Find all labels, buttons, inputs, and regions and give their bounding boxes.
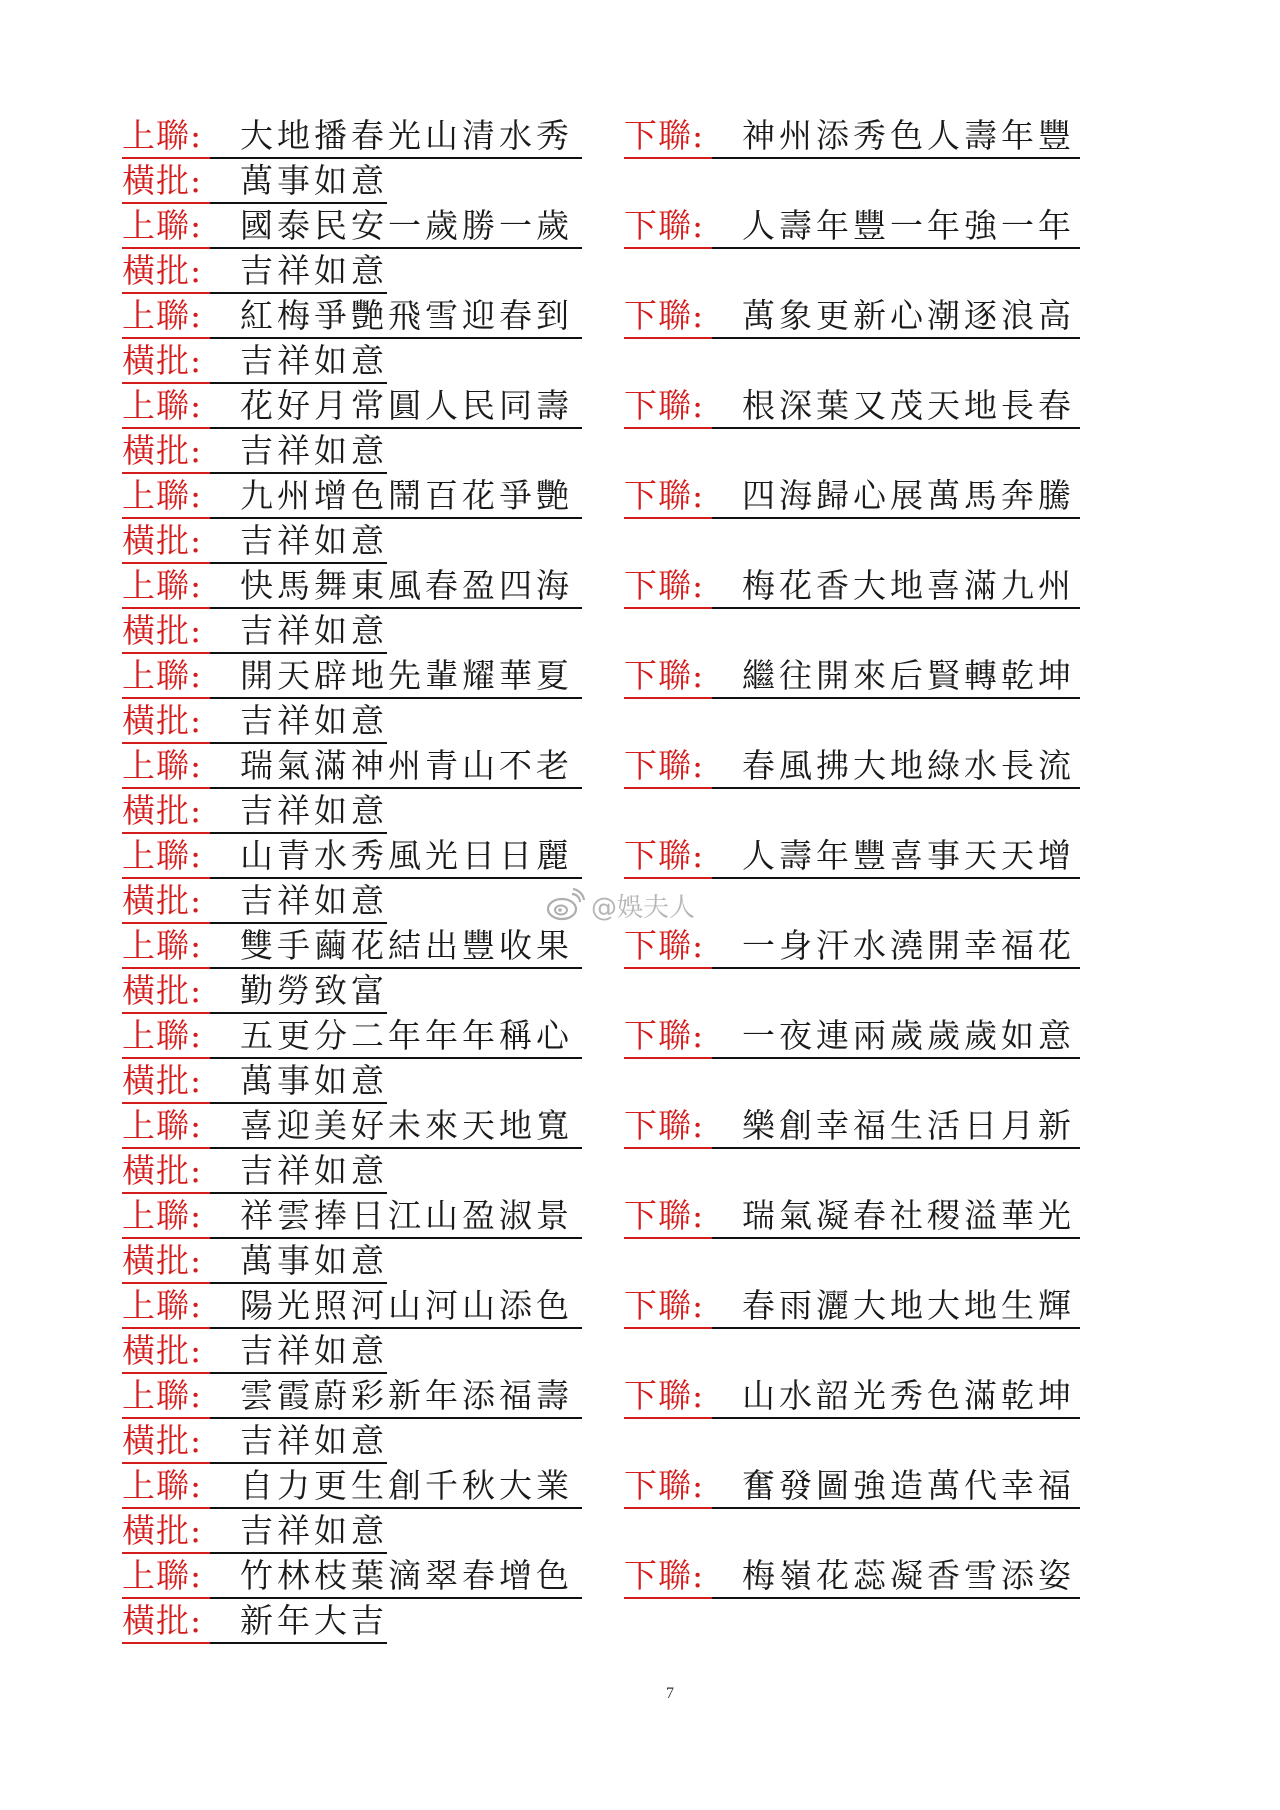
upper-label: 上聯: [122, 1016, 203, 1055]
couplet-list [122, 115, 1082, 1645]
horizontal-scroll-row [122, 610, 1082, 655]
horizontal-scroll-row [122, 1150, 1082, 1195]
horizontal-text-underline [210, 1192, 387, 1194]
upper-couplet-text: 國泰民安一歲勝一歲 [240, 206, 573, 245]
couplet-pair-row [122, 1195, 1082, 1240]
watermark-text: @娛夫人 [591, 892, 696, 923]
upper-label: 上聯: [122, 116, 203, 155]
upper-text-underline [210, 1237, 582, 1239]
upper-couplet-text: 山青水秀風光日日麗 [240, 836, 573, 875]
upper-text-underline [210, 1597, 582, 1599]
horizontal-label-underline [122, 1642, 210, 1644]
horizontal-scroll-text: 新年大吉 [240, 1601, 388, 1640]
horizontal-label-underline [122, 1462, 210, 1464]
lower-text-underline [712, 877, 1080, 879]
upper-label-underline [122, 337, 210, 339]
horizontal-scroll-row [122, 700, 1082, 745]
lower-couplet-text: 春風拂大地綠水長流 [742, 746, 1075, 785]
upper-couplet-text: 雲霞蔚彩新年添福壽 [240, 1376, 573, 1415]
horizontal-scroll-text: 萬事如意 [240, 1061, 388, 1100]
couplet-pair-row [122, 1465, 1082, 1510]
lower-label: 下聯: [624, 1196, 705, 1235]
lower-label-underline [624, 427, 712, 429]
horizontal-scroll-row [122, 970, 1082, 1015]
upper-label-underline [122, 427, 210, 429]
lower-text-underline [712, 337, 1080, 339]
lower-label: 下聯: [624, 926, 705, 965]
lower-label-underline [624, 247, 712, 249]
lower-label-underline [624, 1147, 712, 1149]
upper-couplet-text: 九州增色鬧百花爭艷 [240, 476, 573, 515]
horizontal-scroll-text: 吉祥如意 [240, 341, 388, 380]
lower-label-underline [624, 1057, 712, 1059]
lower-label: 下聯: [624, 476, 705, 515]
horizontal-label-underline [122, 1012, 210, 1014]
horizontal-scroll-row [122, 1420, 1082, 1465]
upper-label: 上聯: [122, 386, 203, 425]
upper-text-underline [210, 517, 582, 519]
horizontal-label: 橫批: [122, 791, 203, 830]
upper-couplet-text: 大地播春光山清水秀 [240, 116, 573, 155]
lower-text-underline [712, 247, 1080, 249]
horizontal-scroll-row [122, 430, 1082, 475]
horizontal-scroll-text: 吉祥如意 [240, 701, 388, 740]
lower-couplet-text: 神州添秀色人壽年豐 [742, 116, 1075, 155]
horizontal-text-underline [210, 1372, 387, 1374]
upper-text-underline [210, 697, 582, 699]
lower-text-underline [712, 1057, 1080, 1059]
lower-couplet-text: 奮發圖強造萬代幸福 [742, 1466, 1075, 1505]
watermark [545, 885, 695, 925]
horizontal-text-underline [210, 652, 387, 654]
horizontal-label: 橫批: [122, 1601, 203, 1640]
upper-couplet-text: 自力更生創千秋大業 [240, 1466, 573, 1505]
horizontal-scroll-row [122, 160, 1082, 205]
lower-text-underline [712, 1507, 1080, 1509]
lower-label: 下聯: [624, 1556, 705, 1595]
horizontal-text-underline [210, 1282, 387, 1284]
couplet-pair-row [122, 745, 1082, 790]
lower-text-underline [712, 157, 1080, 159]
horizontal-scroll-row [122, 340, 1082, 385]
lower-label: 下聯: [624, 746, 705, 785]
lower-label-underline [624, 1597, 712, 1599]
horizontal-label-underline [122, 1282, 210, 1284]
couplet-pair-row [122, 1555, 1082, 1600]
horizontal-label-underline [122, 202, 210, 204]
upper-couplet-text: 祥雲捧日江山盈淑景 [240, 1196, 573, 1235]
horizontal-scroll-text: 吉祥如意 [240, 791, 388, 830]
upper-label: 上聯: [122, 1106, 203, 1145]
horizontal-label-underline [122, 1372, 210, 1374]
page-number: 7 [666, 1685, 674, 1702]
upper-label: 上聯: [122, 836, 203, 875]
upper-label-underline [122, 1597, 210, 1599]
lower-label: 下聯: [624, 206, 705, 245]
upper-couplet-text: 紅梅爭艷飛雪迎春到 [240, 296, 573, 335]
couplet-pair-row [122, 205, 1082, 250]
upper-text-underline [210, 157, 582, 159]
lower-label: 下聯: [624, 1016, 705, 1055]
lower-couplet-text: 一夜連兩歲歲歲如意 [742, 1016, 1075, 1055]
couplet-pair-row [122, 925, 1082, 970]
upper-label-underline [122, 157, 210, 159]
horizontal-label: 橫批: [122, 1241, 203, 1280]
upper-couplet-text: 花好月常圓人民同壽 [240, 386, 573, 425]
lower-couplet-text: 梅嶺花蕊凝香雪添姿 [742, 1556, 1075, 1595]
upper-label: 上聯: [122, 476, 203, 515]
lower-label-underline [624, 337, 712, 339]
horizontal-label-underline [122, 1552, 210, 1554]
upper-label: 上聯: [122, 746, 203, 785]
upper-couplet-text: 雙手繭花結出豐收果 [240, 926, 573, 965]
horizontal-label-underline [122, 652, 210, 654]
lower-couplet-text: 人壽年豐一年強一年 [742, 206, 1075, 245]
lower-label: 下聯: [624, 386, 705, 425]
couplet-pair-row [122, 385, 1082, 430]
upper-text-underline [210, 967, 582, 969]
upper-label-underline [122, 607, 210, 609]
horizontal-text-underline [210, 1012, 387, 1014]
lower-couplet-text: 春雨灑大地大地生輝 [742, 1286, 1075, 1325]
upper-label: 上聯: [122, 566, 203, 605]
lower-text-underline [712, 427, 1080, 429]
weibo-icon [545, 888, 585, 922]
horizontal-text-underline [210, 1462, 387, 1464]
couplet-pair-row [122, 1105, 1082, 1150]
horizontal-label-underline [122, 1102, 210, 1104]
upper-label: 上聯: [122, 296, 203, 335]
lower-couplet-text: 瑞氣凝春社稷溢華光 [742, 1196, 1075, 1235]
upper-label-underline [122, 1057, 210, 1059]
upper-label-underline [122, 877, 210, 879]
horizontal-scroll-text: 吉祥如意 [240, 1511, 388, 1550]
lower-label: 下聯: [624, 1376, 705, 1415]
upper-label-underline [122, 517, 210, 519]
lower-label-underline [624, 1507, 712, 1509]
lower-label-underline [624, 517, 712, 519]
horizontal-text-underline [210, 1552, 387, 1554]
horizontal-text-underline [210, 382, 387, 384]
horizontal-label-underline [122, 742, 210, 744]
horizontal-text-underline [210, 742, 387, 744]
horizontal-text-underline [210, 562, 387, 564]
lower-text-underline [712, 1147, 1080, 1149]
horizontal-label-underline [122, 382, 210, 384]
upper-couplet-text: 五更分二年年年稱心 [240, 1016, 573, 1055]
horizontal-label-underline [122, 832, 210, 834]
lower-text-underline [712, 1327, 1080, 1329]
couplet-pair-row [122, 1285, 1082, 1330]
upper-label-underline [122, 1327, 210, 1329]
horizontal-text-underline [210, 472, 387, 474]
upper-text-underline [210, 787, 582, 789]
lower-couplet-text: 梅花香大地喜滿九州 [742, 566, 1075, 605]
horizontal-label: 橫批: [122, 701, 203, 740]
horizontal-scroll-row [122, 520, 1082, 565]
horizontal-label: 橫批: [122, 881, 203, 920]
horizontal-label-underline [122, 562, 210, 564]
couplet-pair-row [122, 1375, 1082, 1420]
horizontal-label: 橫批: [122, 971, 203, 1010]
upper-label: 上聯: [122, 1286, 203, 1325]
lower-label-underline [624, 697, 712, 699]
upper-text-underline [210, 1417, 582, 1419]
horizontal-text-underline [210, 832, 387, 834]
upper-couplet-text: 開天辟地先輩耀華夏 [240, 656, 573, 695]
horizontal-scroll-row [122, 1330, 1082, 1375]
lower-couplet-text: 繼往開來后賢轉乾坤 [742, 656, 1075, 695]
lower-text-underline [712, 1237, 1080, 1239]
upper-label-underline [122, 787, 210, 789]
horizontal-scroll-text: 吉祥如意 [240, 611, 388, 650]
lower-couplet-text: 人壽年豐喜事天天增 [742, 836, 1075, 875]
lower-label-underline [624, 607, 712, 609]
upper-label-underline [122, 967, 210, 969]
lower-couplet-text: 樂創幸福生活日月新 [742, 1106, 1075, 1145]
upper-text-underline [210, 1057, 582, 1059]
horizontal-scroll-text: 吉祥如意 [240, 1331, 388, 1370]
upper-text-underline [210, 877, 582, 879]
lower-text-underline [712, 517, 1080, 519]
upper-label: 上聯: [122, 1556, 203, 1595]
lower-label: 下聯: [624, 296, 705, 335]
couplet-pair-row [122, 565, 1082, 610]
horizontal-label: 橫批: [122, 521, 203, 560]
upper-label-underline [122, 1147, 210, 1149]
horizontal-scroll-row [122, 1510, 1082, 1555]
horizontal-label: 橫批: [122, 341, 203, 380]
upper-label: 上聯: [122, 1376, 203, 1415]
couplet-pair-row [122, 835, 1082, 880]
upper-text-underline [210, 247, 582, 249]
lower-couplet-text: 山水韶光秀色滿乾坤 [742, 1376, 1075, 1415]
upper-couplet-text: 瑞氣滿神州青山不老 [240, 746, 573, 785]
lower-label-underline [624, 787, 712, 789]
upper-label-underline [122, 247, 210, 249]
upper-label-underline [122, 1417, 210, 1419]
lower-label-underline [624, 1327, 712, 1329]
lower-label-underline [624, 967, 712, 969]
horizontal-label: 橫批: [122, 1331, 203, 1370]
upper-label-underline [122, 1237, 210, 1239]
upper-couplet-text: 喜迎美好未來天地寬 [240, 1106, 573, 1145]
couplet-pair-row [122, 1015, 1082, 1060]
upper-label: 上聯: [122, 1466, 203, 1505]
horizontal-text-underline [210, 922, 387, 924]
horizontal-label: 橫批: [122, 1151, 203, 1190]
upper-text-underline [210, 607, 582, 609]
upper-text-underline [210, 337, 582, 339]
horizontal-scroll-text: 吉祥如意 [240, 521, 388, 560]
upper-text-underline [210, 1507, 582, 1509]
couplet-pair-row [122, 115, 1082, 160]
horizontal-scroll-row [122, 790, 1082, 835]
lower-text-underline [712, 787, 1080, 789]
horizontal-scroll-text: 吉祥如意 [240, 1421, 388, 1460]
horizontal-label-underline [122, 1192, 210, 1194]
upper-label: 上聯: [122, 206, 203, 245]
upper-label: 上聯: [122, 1196, 203, 1235]
lower-label: 下聯: [624, 1286, 705, 1325]
upper-text-underline [210, 1327, 582, 1329]
horizontal-text-underline [210, 202, 387, 204]
horizontal-scroll-text: 吉祥如意 [240, 1151, 388, 1190]
lower-label: 下聯: [624, 656, 705, 695]
lower-couplet-text: 四海歸心展萬馬奔騰 [742, 476, 1075, 515]
horizontal-scroll-text: 萬事如意 [240, 161, 388, 200]
upper-text-underline [210, 427, 582, 429]
lower-label: 下聯: [624, 1106, 705, 1145]
lower-text-underline [712, 1597, 1080, 1599]
lower-label-underline [624, 1417, 712, 1419]
lower-text-underline [712, 967, 1080, 969]
lower-label: 下聯: [624, 566, 705, 605]
horizontal-label-underline [122, 472, 210, 474]
horizontal-label: 橫批: [122, 1511, 203, 1550]
horizontal-label: 橫批: [122, 251, 203, 290]
upper-couplet-text: 竹林枝葉滴翠春增色 [240, 1556, 573, 1595]
horizontal-label: 橫批: [122, 431, 203, 470]
couplet-pair-row [122, 655, 1082, 700]
horizontal-label: 橫批: [122, 1421, 203, 1460]
lower-couplet-text: 一身汗水澆開幸福花 [742, 926, 1075, 965]
horizontal-label: 橫批: [122, 611, 203, 650]
horizontal-scroll-row [122, 1240, 1082, 1285]
lower-couplet-text: 根深葉又茂天地長春 [742, 386, 1075, 425]
horizontal-scroll-row [122, 1600, 1082, 1645]
upper-label-underline [122, 1507, 210, 1509]
lower-text-underline [712, 697, 1080, 699]
horizontal-scroll-row [122, 1060, 1082, 1105]
horizontal-text-underline [210, 1102, 387, 1104]
horizontal-label-underline [122, 292, 210, 294]
horizontal-scroll-text: 吉祥如意 [240, 251, 388, 290]
lower-label-underline [624, 877, 712, 879]
horizontal-scroll-text: 勤勞致富 [240, 971, 388, 1010]
couplet-pair-row [122, 475, 1082, 520]
horizontal-label: 橫批: [122, 1061, 203, 1100]
lower-label-underline [624, 1237, 712, 1239]
horizontal-text-underline [210, 1642, 387, 1644]
horizontal-label: 橫批: [122, 161, 203, 200]
upper-label-underline [122, 697, 210, 699]
lower-couplet-text: 萬象更新心潮逐浪高 [742, 296, 1075, 335]
lower-text-underline [712, 607, 1080, 609]
lower-label-underline [624, 157, 712, 159]
lower-text-underline [712, 1417, 1080, 1419]
lower-label: 下聯: [624, 116, 705, 155]
couplet-pair-row [122, 295, 1082, 340]
horizontal-scroll-text: 吉祥如意 [240, 431, 388, 470]
horizontal-scroll-text: 吉祥如意 [240, 881, 388, 920]
upper-label: 上聯: [122, 656, 203, 695]
horizontal-scroll-text: 萬事如意 [240, 1241, 388, 1280]
upper-label: 上聯: [122, 926, 203, 965]
lower-label: 下聯: [624, 1466, 705, 1505]
horizontal-label-underline [122, 922, 210, 924]
upper-text-underline [210, 1147, 582, 1149]
upper-couplet-text: 陽光照河山河山添色 [240, 1286, 573, 1325]
horizontal-text-underline [210, 292, 387, 294]
horizontal-scroll-row [122, 250, 1082, 295]
lower-label: 下聯: [624, 836, 705, 875]
upper-couplet-text: 快馬舞東風春盈四海 [240, 566, 573, 605]
